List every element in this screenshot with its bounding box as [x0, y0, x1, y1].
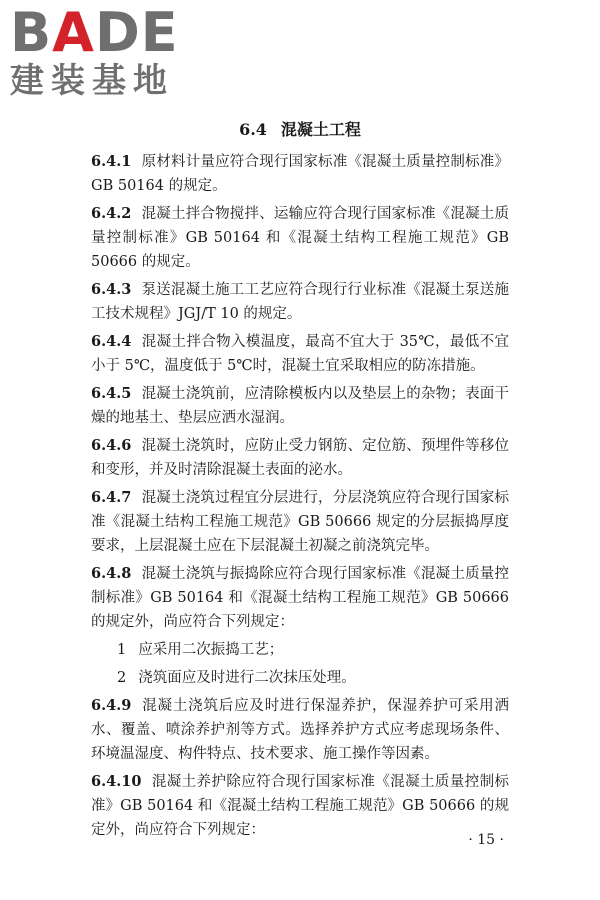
clause-text: 混凝土拌合物入模温度，最高不宜大于 35℃，最低不宜小于 5℃，温度低于 5℃时，混凝土宜采取相应的防冻措施。 — [91, 334, 509, 374]
clause-text: 混凝土养护除应符合现行国家标准《混凝土质量控制标准》GB 50164 和《混凝土结构工程施工规范》GB 50666 的规定外，尚应符合下列规定： — [91, 774, 509, 838]
clause-text: 泵送混凝土施工工艺应符合现行行业标准《混凝土泵送施工技术规程》JGJ/T 10 的规定。 — [91, 282, 509, 322]
clause-6-4-4 — [91, 330, 509, 378]
logo-wordmark — [10, 1, 180, 64]
logo-chinese-text: 建装基地 — [10, 61, 174, 101]
logo-letters-de: DE — [94, 1, 179, 64]
list-item-text: 应采用二次振捣工艺； — [138, 642, 284, 658]
clause-number: 6.4.5 — [91, 385, 132, 402]
clause-number: 6.4.10 — [91, 773, 142, 790]
list-item-number: 2 — [117, 670, 127, 686]
clause-number: 6.4.1 — [91, 153, 132, 170]
clause-number: 6.4.8 — [91, 565, 132, 582]
clause-number: 6.4.3 — [91, 281, 132, 298]
list-item-number: 1 — [117, 642, 127, 658]
list-item — [91, 638, 509, 662]
clause-number: 6.4.4 — [91, 333, 132, 350]
bade-logo — [10, 1, 180, 101]
clause-number: 6.4.9 — [91, 697, 132, 714]
clause-text: 混凝土拌合物搅拌、运输应符合现行国家标准《混凝土质量控制标准》GB 50164 和《混凝土结构工程施工规范》GB 50666 的规定。 — [91, 206, 509, 270]
clause-number: 6.4.6 — [91, 437, 132, 454]
logo-letter-a-accent: A — [52, 1, 95, 64]
section-number: 6.4 — [239, 120, 267, 139]
clause-6-4-3 — [91, 278, 509, 326]
clause-text: 混凝土浇筑后应及时进行保湿养护，保湿养护可采用洒水、覆盖、喷涂养护剂等方式。选择养护方式应考虑现场条件、环境温湿度、构件特点、技术要求、施工操作等因素。 — [91, 698, 509, 762]
clause-number: 6.4.2 — [91, 205, 132, 222]
logo-letter-b: B — [10, 1, 53, 64]
clause-6-4-5 — [91, 382, 509, 430]
clause-6-4-7 — [91, 486, 509, 558]
clause-6-4-10 — [91, 770, 509, 842]
clause-text: 原材料计量应符合现行国家标准《混凝土质量控制标准》GB 50164 的规定。 — [91, 154, 509, 194]
clause-6-4-1 — [91, 150, 509, 198]
clause-6-4-8 — [91, 562, 509, 634]
section-title — [0, 117, 600, 140]
section-heading: 混凝土工程 — [280, 120, 361, 139]
list-item-text: 浇筑面应及时进行二次抹压处理。 — [138, 670, 356, 686]
clause-6-4-2 — [91, 202, 509, 274]
page-number: · 15 · — [468, 832, 504, 848]
clause-6-4-6 — [91, 434, 509, 482]
clause-text: 混凝土浇筑与振捣除应符合现行国家标准《混凝土质量控制标准》GB 50164 和《混凝土结构工程施工规范》GB 50666 的规定外，尚应符合下列规定： — [91, 566, 509, 630]
clause-6-4-9 — [91, 694, 509, 766]
document-body — [91, 150, 509, 846]
clause-text: 混凝土浇筑前，应清除模板内以及垫层上的杂物；表面干燥的地基土、垫层应洒水湿润。 — [91, 386, 509, 426]
list-item — [91, 666, 509, 690]
clause-text: 混凝土浇筑过程宜分层进行，分层浇筑应符合现行国家标准《混凝土结构工程施工规范》GB 50666 规定的分层振捣厚度要求，上层混凝土应在下层混凝土初凝之前浇筑完毕。 — [91, 490, 509, 554]
clause-text: 混凝土浇筑时，应防止受力钢筋、定位筋、预埋件等移位和变形，并及时清除混凝土表面的泌水。 — [91, 438, 509, 478]
clause-number: 6.4.7 — [91, 489, 132, 506]
